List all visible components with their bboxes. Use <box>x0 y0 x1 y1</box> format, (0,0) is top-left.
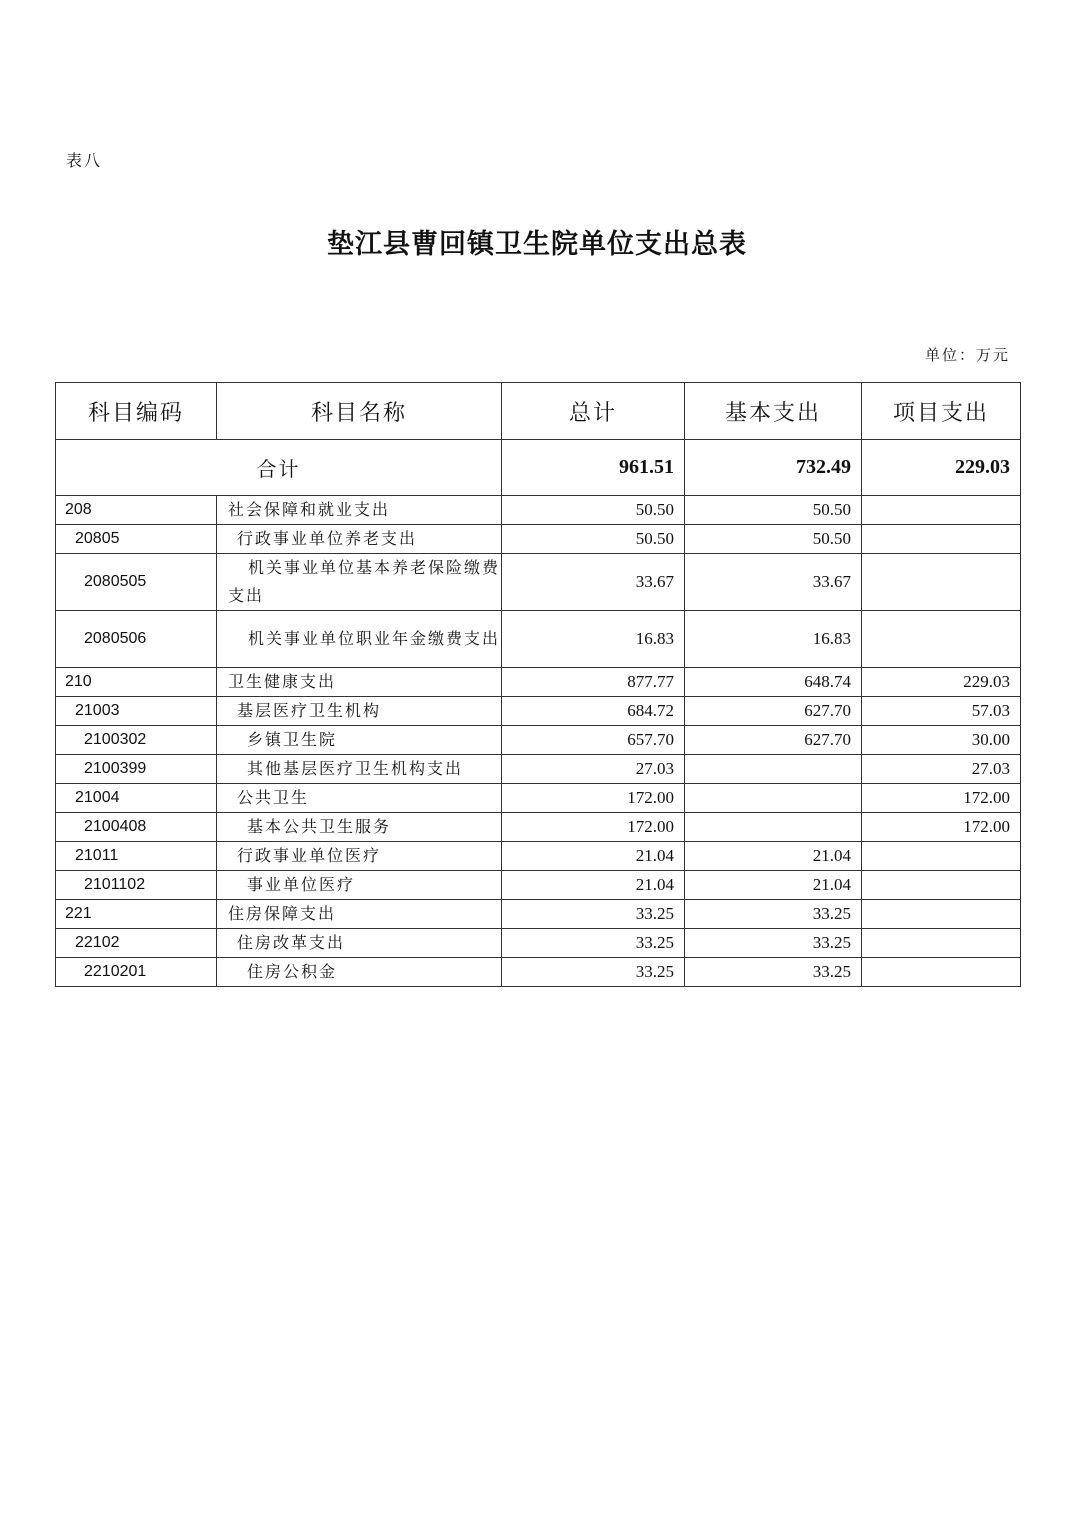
basic-expense-cell: 50.50 <box>685 525 862 554</box>
total-cell: 877.77 <box>502 668 685 697</box>
basic-expense-cell: 21.04 <box>685 871 862 900</box>
project-expense-cell: 27.03 <box>862 755 1021 784</box>
basic-expense-cell: 16.83 <box>685 611 862 668</box>
table-row <box>56 784 1021 813</box>
total-cell: 50.50 <box>502 525 685 554</box>
subject-code-cell: 20805 <box>56 525 217 554</box>
total-cell: 657.70 <box>502 726 685 755</box>
total-cell: 27.03 <box>502 755 685 784</box>
subject-code-cell: 21004 <box>56 784 217 813</box>
project-expense-cell <box>862 871 1021 900</box>
table-row <box>56 496 1021 525</box>
subject-name-cell: 基层医疗卫生机构 <box>217 697 502 726</box>
header-subject-name: 科目名称 <box>217 383 502 440</box>
project-expense-cell: 229.03 <box>862 668 1021 697</box>
subject-code-cell: 208 <box>56 496 217 525</box>
total-project-value: 229.03 <box>862 440 1021 496</box>
document-title: 垫江县曹回镇卫生院单位支出总表 <box>327 229 747 260</box>
subject-code-cell: 221 <box>56 900 217 929</box>
table-row <box>56 871 1021 900</box>
subject-name-cell: 社会保障和就业支出 <box>217 496 502 525</box>
header-row <box>56 383 1021 440</box>
project-expense-cell: 172.00 <box>862 813 1021 842</box>
basic-expense-cell: 21.04 <box>685 842 862 871</box>
total-cell: 21.04 <box>502 842 685 871</box>
project-expense-cell <box>862 496 1021 525</box>
subject-name-cell: 住房保障支出 <box>217 900 502 929</box>
expense-summary-table <box>55 382 1021 987</box>
basic-expense-cell: 627.70 <box>685 726 862 755</box>
basic-expense-cell: 33.25 <box>685 958 862 987</box>
total-cell: 50.50 <box>502 496 685 525</box>
header-total: 总计 <box>502 383 685 440</box>
basic-expense-cell <box>685 813 862 842</box>
subject-name-cell: 住房改革支出 <box>217 929 502 958</box>
header-subject-code: 科目编码 <box>56 383 217 440</box>
table-row <box>56 697 1021 726</box>
table-row <box>56 554 1021 611</box>
subject-name-cell: 基本公共卫生服务 <box>217 813 502 842</box>
total-cell: 33.25 <box>502 900 685 929</box>
subject-code-cell: 2210201 <box>56 958 217 987</box>
total-cell: 21.04 <box>502 871 685 900</box>
project-expense-cell <box>862 554 1021 611</box>
subject-name-cell: 事业单位医疗 <box>217 871 502 900</box>
project-expense-cell: 30.00 <box>862 726 1021 755</box>
subject-name-cell: 行政事业单位养老支出 <box>217 525 502 554</box>
project-expense-cell <box>862 958 1021 987</box>
subject-name-cell: 机关事业单位基本养老保险缴费支出 <box>217 554 502 611</box>
basic-expense-cell: 33.25 <box>685 900 862 929</box>
basic-expense-cell: 33.25 <box>685 929 862 958</box>
project-expense-cell <box>862 611 1021 668</box>
subject-code-cell: 22102 <box>56 929 217 958</box>
total-cell: 684.72 <box>502 697 685 726</box>
subject-code-cell: 2100399 <box>56 755 217 784</box>
table-row <box>56 958 1021 987</box>
total-cell: 172.00 <box>502 784 685 813</box>
project-expense-cell: 172.00 <box>862 784 1021 813</box>
table-row <box>56 611 1021 668</box>
subject-code-cell: 2101102 <box>56 871 217 900</box>
table-row <box>56 525 1021 554</box>
subject-name-cell: 机关事业单位职业年金缴费支出 <box>217 611 502 668</box>
table-row <box>56 813 1021 842</box>
project-expense-cell <box>862 525 1021 554</box>
total-cell: 33.25 <box>502 958 685 987</box>
project-expense-cell: 57.03 <box>862 697 1021 726</box>
table-row <box>56 755 1021 784</box>
subject-name-cell: 住房公积金 <box>217 958 502 987</box>
table-row <box>56 929 1021 958</box>
subject-name-cell: 其他基层医疗卫生机构支出 <box>217 755 502 784</box>
subject-name-cell: 卫生健康支出 <box>217 668 502 697</box>
total-row <box>56 440 1021 496</box>
basic-expense-cell: 648.74 <box>685 668 862 697</box>
basic-expense-cell <box>685 784 862 813</box>
subject-name-cell: 行政事业单位医疗 <box>217 842 502 871</box>
table-number-label: 表八 <box>66 151 103 170</box>
table-row <box>56 726 1021 755</box>
subject-code-cell: 2080506 <box>56 611 217 668</box>
subject-code-cell: 2100408 <box>56 813 217 842</box>
subject-code-cell: 21011 <box>56 842 217 871</box>
total-label: 合计 <box>56 440 502 496</box>
project-expense-cell <box>862 929 1021 958</box>
project-expense-cell <box>862 900 1021 929</box>
header-project-expense: 项目支出 <box>862 383 1021 440</box>
basic-expense-cell: 627.70 <box>685 697 862 726</box>
basic-expense-cell <box>685 755 862 784</box>
header-basic-expense: 基本支出 <box>685 383 862 440</box>
subject-name-cell: 乡镇卫生院 <box>217 726 502 755</box>
total-cell: 33.25 <box>502 929 685 958</box>
total-basic-value: 732.49 <box>685 440 862 496</box>
total-cell: 33.67 <box>502 554 685 611</box>
subject-code-cell: 2080505 <box>56 554 217 611</box>
total-cell: 16.83 <box>502 611 685 668</box>
total-sum-value: 961.51 <box>502 440 685 496</box>
table-row <box>56 842 1021 871</box>
basic-expense-cell: 33.67 <box>685 554 862 611</box>
unit-label: 单位：万元 <box>924 346 1010 364</box>
table-row <box>56 668 1021 697</box>
subject-name-cell: 公共卫生 <box>217 784 502 813</box>
subject-code-cell: 21003 <box>56 697 217 726</box>
total-cell: 172.00 <box>502 813 685 842</box>
basic-expense-cell: 50.50 <box>685 496 862 525</box>
subject-code-cell: 210 <box>56 668 217 697</box>
project-expense-cell <box>862 842 1021 871</box>
table-row <box>56 900 1021 929</box>
subject-code-cell: 2100302 <box>56 726 217 755</box>
